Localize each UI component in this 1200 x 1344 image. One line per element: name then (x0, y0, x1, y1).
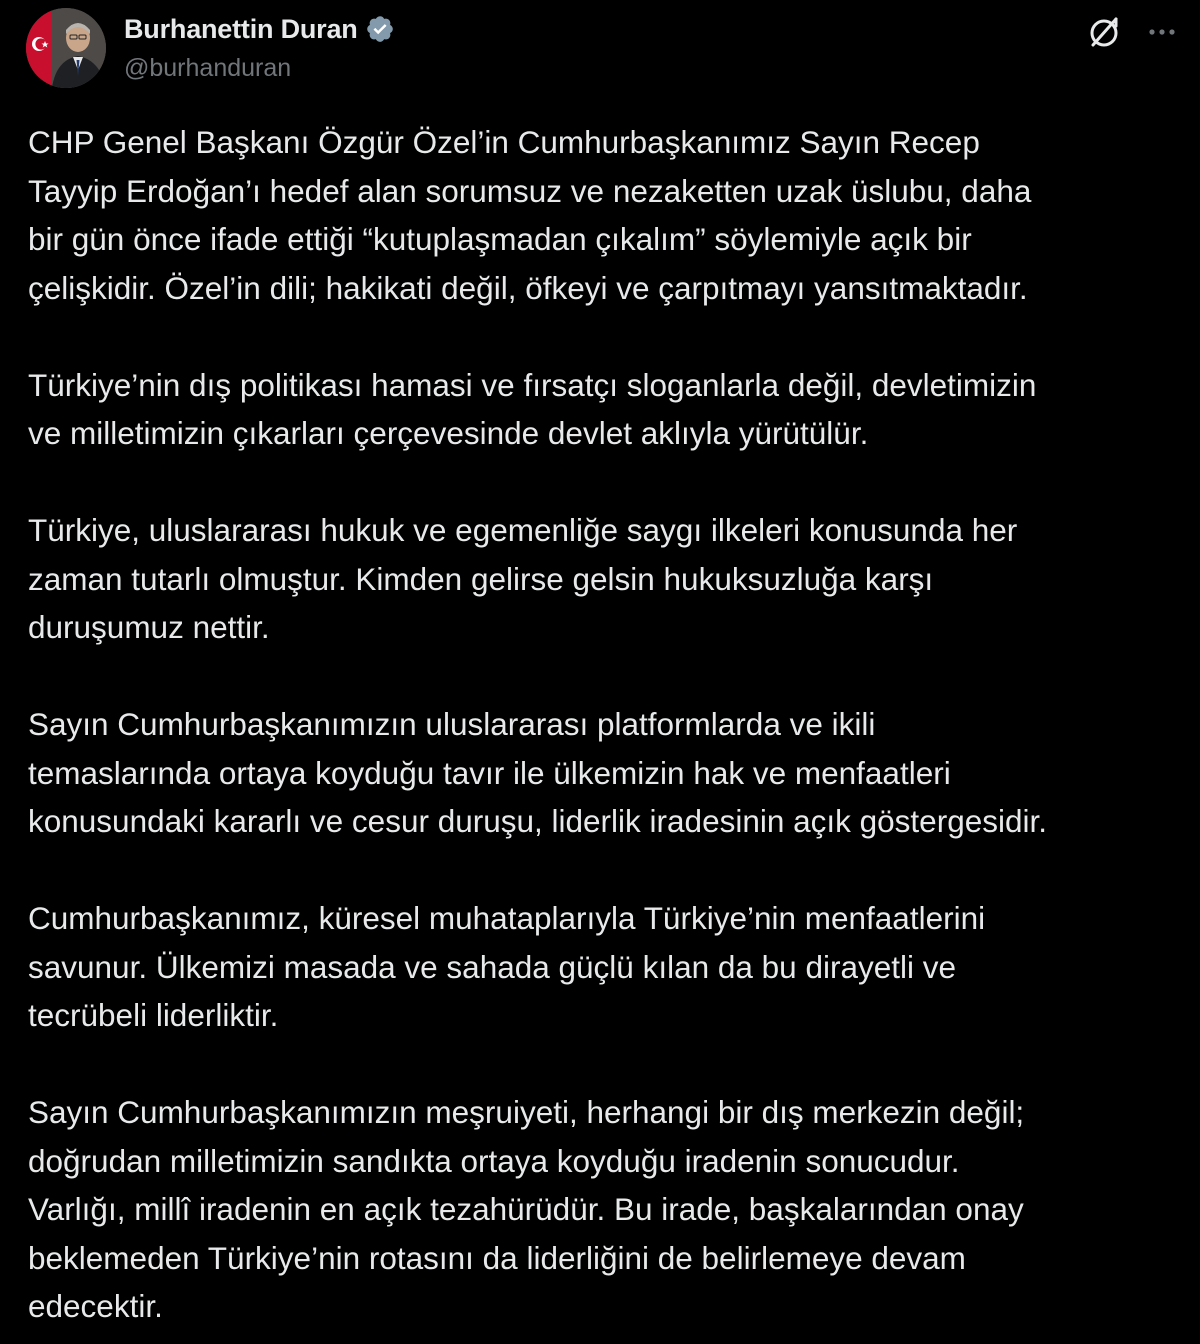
verified-badge-icon (365, 14, 395, 44)
author-display-name[interactable]: Burhanettin Duran (124, 13, 358, 44)
tweet-paragraph: CHP Genel Başkanı Özgür Özel’in Cumhurbaşkanımız Sayın Recep Tayyip Erdoğan’ı hedef alan sorumsuz ve nezaketten uzak üslubu, daha bir gün önce ifade ettiği “kutuplaşmadan çıkalım” söylemiyle açık bir çelişkidir. Özel’in dili; hakikati değil, öfkeyi ve çarpıtmayı yansıtmaktadır. (28, 124, 1032, 306)
more-options-icon[interactable] (1144, 14, 1180, 50)
grok-icon[interactable] (1086, 14, 1122, 50)
tweet-header (0, 0, 1200, 100)
tweet-paragraph: Sayın Cumhurbaşkanımızın uluslararası platformlarda ve ikili temaslarında ortaya koyduğu tavır ile ülkemizin hak ve menfaatleri konusundaki kararlı ve cesur duruşu, liderlik iradesinin açık göstergesidir. (28, 706, 1047, 839)
profile-avatar[interactable] (26, 8, 106, 88)
tweet-paragraph: Cumhurbaşkanımız, küresel muhataplarıyla Türkiye’nin menfaatlerini savunur. Ülkemizi masada ve sahada güçlü kılan da bu dirayetli ve tecrübeli liderliktir. (28, 900, 986, 1033)
tweet-paragraph: Sayın Cumhurbaşkanımızın meşruiyeti, herhangi bir dış merkezin değil; doğrudan milletimizin sandıkta ortaya koyduğu iradenin sonucudur. Varlığı, millî iradenin en açık tezahürüdür. Bu irade, başkalarından onay beklemeden Türkiye’nin rotasını da liderliğini de belirlemeye devam edecektir. (28, 1094, 1025, 1324)
tweet-paragraph: Türkiye’nin dış politikası hamasi ve fırsatçı sloganlarla değil, devletimizin ve milletimizin çıkarları çerçevesinde devlet aklıyla yürütülür. (28, 366, 1037, 451)
tweet-paragraph: Türkiye, uluslararası hukuk ve egemenliğe saygı ilkeleri konusunda her zaman tutarlı olmuştur. Kimden gelirse gelsin hukuksuzluğa karşı duruşumuz nettir. (28, 512, 1018, 645)
author-name-row[interactable] (124, 12, 395, 46)
author-handle[interactable]: @burhanduran (124, 54, 292, 82)
avatar-image (26, 8, 106, 88)
tweet-body (28, 118, 1188, 1331)
